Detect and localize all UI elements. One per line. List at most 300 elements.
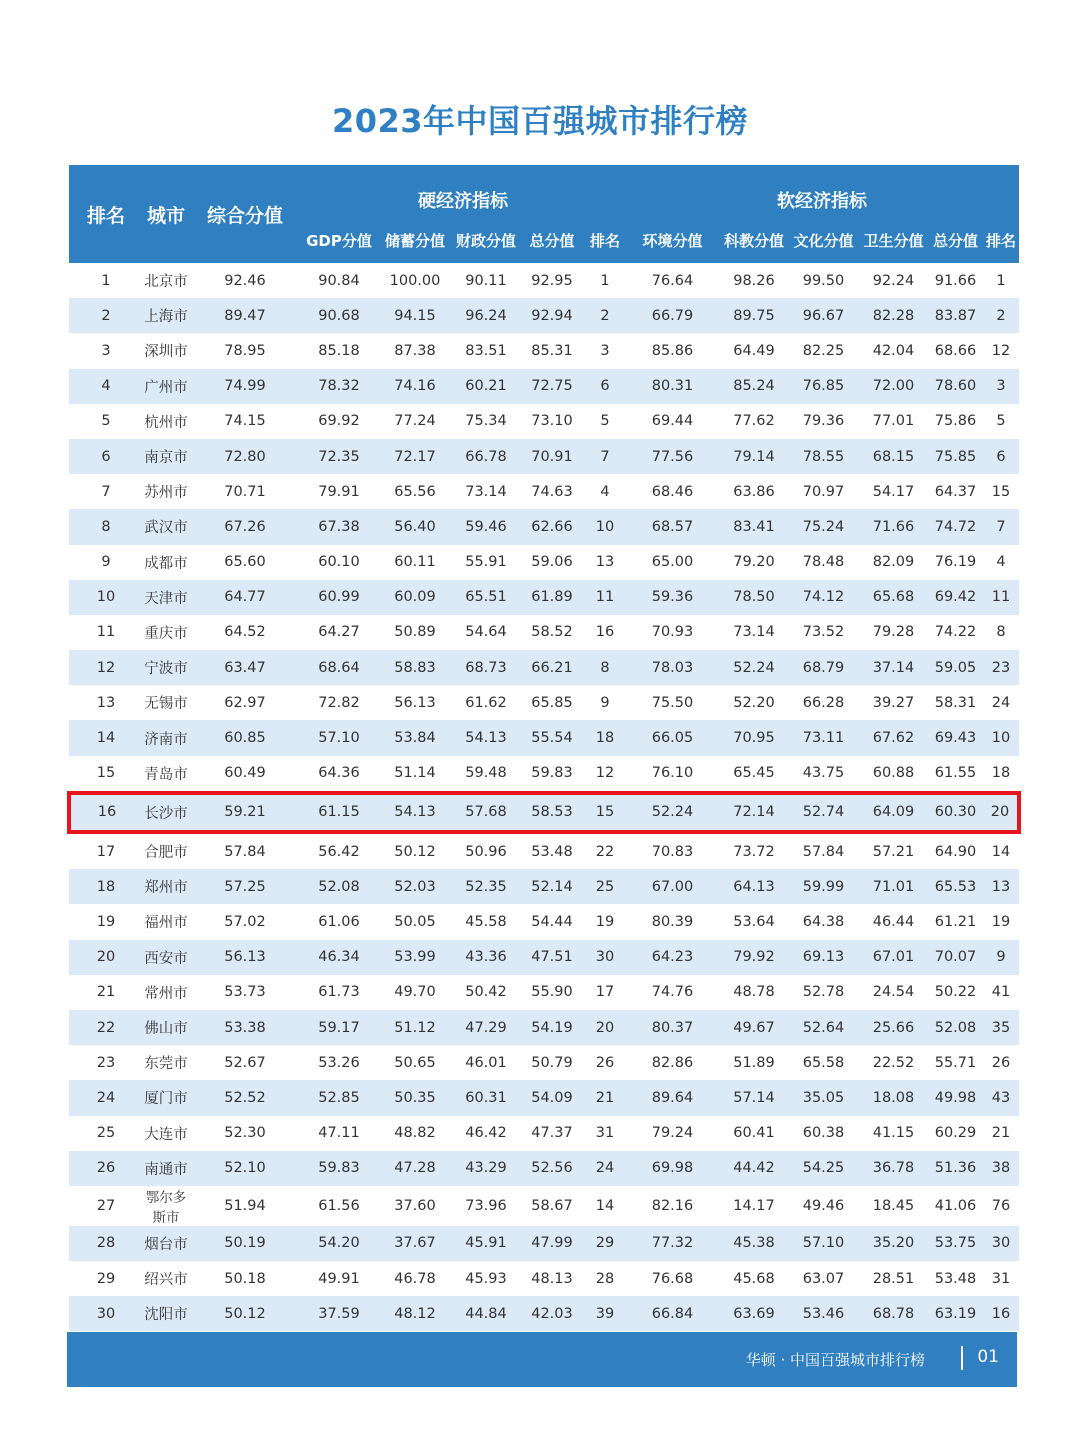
environment-cell: 59.36: [625, 580, 720, 615]
table-row: [69, 474, 1019, 509]
culture-cell: 78.48: [788, 545, 859, 580]
science-edu-cell: 57.14: [720, 1080, 788, 1115]
city-cell: 大连市: [143, 1116, 189, 1151]
science-edu-cell: 45.38: [720, 1226, 788, 1261]
savings-cell: 65.56: [377, 474, 453, 509]
header-savings: 储蓄分值: [377, 217, 453, 263]
health-cell: 37.14: [859, 650, 928, 685]
fiscal-cell: 55.91: [453, 545, 519, 580]
rank-cell: 19: [69, 904, 143, 939]
fiscal-cell: 52.35: [453, 869, 519, 904]
gdp-cell: 47.11: [301, 1116, 377, 1151]
gdp-cell: 67.38: [301, 509, 377, 544]
rank-cell: 4: [69, 369, 143, 404]
fiscal-cell: 46.42: [453, 1116, 519, 1151]
savings-cell: 52.03: [377, 869, 453, 904]
hard-total-cell: 52.14: [519, 869, 585, 904]
soft-total-cell: 64.90: [928, 832, 983, 869]
hard-rank-cell: 4: [585, 474, 625, 509]
culture-cell: 59.99: [788, 869, 859, 904]
health-cell: 28.51: [859, 1261, 928, 1296]
soft-rank-cell: 8: [983, 615, 1019, 650]
composite-cell: 65.60: [189, 545, 301, 580]
health-cell: 72.00: [859, 369, 928, 404]
rank-cell: 2: [69, 298, 143, 333]
city-cell: 武汉市: [143, 509, 189, 544]
savings-cell: 74.16: [377, 369, 453, 404]
composite-cell: 89.47: [189, 298, 301, 333]
table-row: [69, 793, 1019, 832]
soft-total-cell: 59.05: [928, 650, 983, 685]
gdp-cell: 79.91: [301, 474, 377, 509]
rank-cell: 15: [69, 756, 143, 793]
hard-rank-cell: 10: [585, 509, 625, 544]
savings-cell: 53.99: [377, 940, 453, 975]
soft-rank-cell: 18: [983, 756, 1019, 793]
header-health: 卫生分值: [859, 217, 928, 263]
savings-cell: 56.13: [377, 685, 453, 720]
culture-cell: 66.28: [788, 685, 859, 720]
composite-cell: 63.47: [189, 650, 301, 685]
rank-cell: 14: [69, 720, 143, 755]
rank-cell: 29: [69, 1261, 143, 1296]
health-cell: 67.01: [859, 940, 928, 975]
health-cell: 71.01: [859, 869, 928, 904]
science-edu-cell: 70.95: [720, 720, 788, 755]
culture-cell: 78.55: [788, 439, 859, 474]
health-cell: 82.28: [859, 298, 928, 333]
soft-total-cell: 76.19: [928, 545, 983, 580]
gdp-cell: 59.83: [301, 1151, 377, 1186]
hard-rank-cell: 25: [585, 869, 625, 904]
header-gdp: GDP分值: [301, 217, 377, 263]
hard-rank-cell: 3: [585, 333, 625, 368]
fiscal-cell: 68.73: [453, 650, 519, 685]
hard-rank-cell: 18: [585, 720, 625, 755]
soft-rank-cell: 9: [983, 940, 1019, 975]
savings-cell: 58.83: [377, 650, 453, 685]
header-fiscal: 财政分值: [453, 217, 519, 263]
soft-rank-cell: 11: [983, 580, 1019, 615]
fiscal-cell: 46.01: [453, 1045, 519, 1080]
gdp-cell: 54.20: [301, 1226, 377, 1261]
science-edu-cell: 85.24: [720, 369, 788, 404]
science-edu-cell: 48.78: [720, 975, 788, 1010]
hard-rank-cell: 39: [585, 1296, 625, 1331]
fiscal-cell: 45.93: [453, 1261, 519, 1296]
hard-total-cell: 47.99: [519, 1226, 585, 1261]
city-cell: 厦门市: [143, 1080, 189, 1115]
composite-cell: 53.73: [189, 975, 301, 1010]
culture-cell: 79.36: [788, 404, 859, 439]
hard-rank-cell: 16: [585, 615, 625, 650]
science-edu-cell: 52.24: [720, 650, 788, 685]
environment-cell: 69.98: [625, 1151, 720, 1186]
ranking-table: [67, 165, 1021, 1331]
gdp-cell: 64.27: [301, 615, 377, 650]
soft-total-cell: 74.22: [928, 615, 983, 650]
gdp-cell: 72.82: [301, 685, 377, 720]
city-cell: 天津市: [143, 580, 189, 615]
composite-cell: 67.26: [189, 509, 301, 544]
rank-cell: 16: [69, 793, 143, 832]
environment-cell: 64.23: [625, 940, 720, 975]
hard-total-cell: 92.94: [519, 298, 585, 333]
composite-cell: 51.94: [189, 1186, 301, 1226]
science-edu-cell: 44.42: [720, 1151, 788, 1186]
city-cell: 上海市: [143, 298, 189, 333]
culture-cell: 57.10: [788, 1226, 859, 1261]
header-science-edu: 科教分值: [720, 217, 788, 263]
culture-cell: 43.75: [788, 756, 859, 793]
environment-cell: 82.86: [625, 1045, 720, 1080]
hard-total-cell: 42.03: [519, 1296, 585, 1331]
culture-cell: 96.67: [788, 298, 859, 333]
environment-cell: 70.93: [625, 615, 720, 650]
hard-rank-cell: 28: [585, 1261, 625, 1296]
hard-total-cell: 58.53: [519, 793, 585, 832]
environment-cell: 66.79: [625, 298, 720, 333]
hard-total-cell: 52.56: [519, 1151, 585, 1186]
soft-total-cell: 69.43: [928, 720, 983, 755]
soft-total-cell: 61.21: [928, 904, 983, 939]
city-cell: 西安市: [143, 940, 189, 975]
health-cell: 79.28: [859, 615, 928, 650]
savings-cell: 77.24: [377, 404, 453, 439]
table-row: [69, 904, 1019, 939]
composite-cell: 50.19: [189, 1226, 301, 1261]
soft-rank-cell: 41: [983, 975, 1019, 1010]
culture-cell: 68.79: [788, 650, 859, 685]
science-edu-cell: 79.92: [720, 940, 788, 975]
soft-total-cell: 75.86: [928, 404, 983, 439]
fiscal-cell: 66.78: [453, 439, 519, 474]
hard-total-cell: 55.90: [519, 975, 585, 1010]
environment-cell: 70.83: [625, 832, 720, 869]
city-cell: 东莞市: [143, 1045, 189, 1080]
fiscal-cell: 47.29: [453, 1010, 519, 1045]
science-edu-cell: 63.69: [720, 1296, 788, 1331]
science-edu-cell: 64.13: [720, 869, 788, 904]
hard-rank-cell: 15: [585, 793, 625, 832]
science-edu-cell: 98.26: [720, 263, 788, 298]
savings-cell: 37.60: [377, 1186, 453, 1226]
soft-total-cell: 60.29: [928, 1116, 983, 1151]
hard-total-cell: 54.09: [519, 1080, 585, 1115]
gdp-cell: 61.15: [301, 793, 377, 832]
rank-cell: 25: [69, 1116, 143, 1151]
hard-total-cell: 85.31: [519, 333, 585, 368]
hard-total-cell: 72.75: [519, 369, 585, 404]
culture-cell: 75.24: [788, 509, 859, 544]
table-row: [69, 1186, 1019, 1226]
science-edu-cell: 79.20: [720, 545, 788, 580]
rank-cell: 27: [69, 1186, 143, 1226]
hard-rank-cell: 8: [585, 650, 625, 685]
header-soft-group: 软经济指标: [625, 165, 1019, 217]
composite-cell: 78.95: [189, 333, 301, 368]
gdp-cell: 61.73: [301, 975, 377, 1010]
composite-cell: 52.30: [189, 1116, 301, 1151]
health-cell: 64.09: [859, 793, 928, 832]
soft-total-cell: 53.75: [928, 1226, 983, 1261]
culture-cell: 52.78: [788, 975, 859, 1010]
hard-total-cell: 48.13: [519, 1261, 585, 1296]
city-cell: 沈阳市: [143, 1296, 189, 1331]
composite-cell: 50.12: [189, 1296, 301, 1331]
fiscal-cell: 65.51: [453, 580, 519, 615]
science-edu-cell: 83.41: [720, 509, 788, 544]
composite-cell: 57.84: [189, 832, 301, 869]
soft-total-cell: 52.08: [928, 1010, 983, 1045]
footer-bar: [67, 1332, 1017, 1387]
city-cell: 鄂尔多斯市: [143, 1186, 189, 1226]
culture-cell: 69.13: [788, 940, 859, 975]
health-cell: 41.15: [859, 1116, 928, 1151]
science-edu-cell: 51.89: [720, 1045, 788, 1080]
health-cell: 57.21: [859, 832, 928, 869]
gdp-cell: 90.84: [301, 263, 377, 298]
table-row: [69, 615, 1019, 650]
health-cell: 24.54: [859, 975, 928, 1010]
gdp-cell: 60.99: [301, 580, 377, 615]
composite-cell: 50.18: [189, 1261, 301, 1296]
composite-cell: 56.13: [189, 940, 301, 975]
savings-cell: 46.78: [377, 1261, 453, 1296]
city-cell: 苏州市: [143, 474, 189, 509]
city-cell: 佛山市: [143, 1010, 189, 1045]
savings-cell: 50.35: [377, 1080, 453, 1115]
table-row: [69, 298, 1019, 333]
fiscal-cell: 96.24: [453, 298, 519, 333]
soft-total-cell: 91.66: [928, 263, 983, 298]
rank-cell: 13: [69, 685, 143, 720]
hard-rank-cell: 22: [585, 832, 625, 869]
fiscal-cell: 73.14: [453, 474, 519, 509]
city-cell: 重庆市: [143, 615, 189, 650]
savings-cell: 50.05: [377, 904, 453, 939]
hard-total-cell: 59.83: [519, 756, 585, 793]
soft-rank-cell: 19: [983, 904, 1019, 939]
gdp-cell: 78.32: [301, 369, 377, 404]
soft-total-cell: 41.06: [928, 1186, 983, 1226]
table-row: [69, 509, 1019, 544]
culture-cell: 76.85: [788, 369, 859, 404]
fiscal-cell: 73.96: [453, 1186, 519, 1226]
gdp-cell: 61.56: [301, 1186, 377, 1226]
environment-cell: 66.84: [625, 1296, 720, 1331]
soft-total-cell: 61.55: [928, 756, 983, 793]
health-cell: 46.44: [859, 904, 928, 939]
soft-rank-cell: 31: [983, 1261, 1019, 1296]
savings-cell: 37.67: [377, 1226, 453, 1261]
soft-rank-cell: 26: [983, 1045, 1019, 1080]
city-cell: 南京市: [143, 439, 189, 474]
savings-cell: 60.09: [377, 580, 453, 615]
culture-cell: 49.46: [788, 1186, 859, 1226]
table-row: [69, 333, 1019, 368]
environment-cell: 80.39: [625, 904, 720, 939]
hard-rank-cell: 19: [585, 904, 625, 939]
environment-cell: 68.46: [625, 474, 720, 509]
soft-rank-cell: 15: [983, 474, 1019, 509]
rank-cell: 5: [69, 404, 143, 439]
soft-rank-cell: 5: [983, 404, 1019, 439]
gdp-cell: 69.92: [301, 404, 377, 439]
soft-rank-cell: 4: [983, 545, 1019, 580]
table-row: [69, 439, 1019, 474]
environment-cell: 77.56: [625, 439, 720, 474]
culture-cell: 52.64: [788, 1010, 859, 1045]
table-row: [69, 685, 1019, 720]
savings-cell: 53.84: [377, 720, 453, 755]
savings-cell: 48.82: [377, 1116, 453, 1151]
soft-rank-cell: 24: [983, 685, 1019, 720]
composite-cell: 60.85: [189, 720, 301, 755]
rank-cell: 12: [69, 650, 143, 685]
soft-total-cell: 60.30: [928, 793, 983, 832]
gdp-cell: 68.64: [301, 650, 377, 685]
environment-cell: 78.03: [625, 650, 720, 685]
rank-cell: 23: [69, 1045, 143, 1080]
composite-cell: 57.25: [189, 869, 301, 904]
soft-rank-cell: 2: [983, 298, 1019, 333]
science-edu-cell: 53.64: [720, 904, 788, 939]
composite-cell: 53.38: [189, 1010, 301, 1045]
soft-total-cell: 78.60: [928, 369, 983, 404]
city-cell: 烟台市: [143, 1226, 189, 1261]
composite-cell: 52.52: [189, 1080, 301, 1115]
health-cell: 65.68: [859, 580, 928, 615]
environment-cell: 79.24: [625, 1116, 720, 1151]
hard-rank-cell: 11: [585, 580, 625, 615]
soft-rank-cell: 1: [983, 263, 1019, 298]
science-edu-cell: 73.72: [720, 832, 788, 869]
savings-cell: 51.14: [377, 756, 453, 793]
soft-rank-cell: 38: [983, 1151, 1019, 1186]
rank-cell: 11: [69, 615, 143, 650]
gdp-cell: 64.36: [301, 756, 377, 793]
rank-cell: 3: [69, 333, 143, 368]
table-row: [69, 832, 1019, 869]
health-cell: 60.88: [859, 756, 928, 793]
savings-cell: 87.38: [377, 333, 453, 368]
hard-rank-cell: 20: [585, 1010, 625, 1045]
composite-cell: 60.49: [189, 756, 301, 793]
table-row: [69, 975, 1019, 1010]
health-cell: 68.15: [859, 439, 928, 474]
environment-cell: 67.00: [625, 869, 720, 904]
table-row: [69, 1010, 1019, 1045]
culture-cell: 54.25: [788, 1151, 859, 1186]
table-row: [69, 756, 1019, 793]
composite-cell: 52.67: [189, 1045, 301, 1080]
city-cell: 青岛市: [143, 756, 189, 793]
environment-cell: 52.24: [625, 793, 720, 832]
hard-rank-cell: 5: [585, 404, 625, 439]
gdp-cell: 53.26: [301, 1045, 377, 1080]
culture-cell: 60.38: [788, 1116, 859, 1151]
culture-cell: 64.38: [788, 904, 859, 939]
table-header: [69, 165, 1019, 263]
health-cell: 54.17: [859, 474, 928, 509]
fiscal-cell: 60.21: [453, 369, 519, 404]
hard-total-cell: 66.21: [519, 650, 585, 685]
health-cell: 36.78: [859, 1151, 928, 1186]
savings-cell: 100.00: [377, 263, 453, 298]
city-cell: 北京市: [143, 263, 189, 298]
city-cell: 济南市: [143, 720, 189, 755]
hard-total-cell: 54.19: [519, 1010, 585, 1045]
table-row: [69, 650, 1019, 685]
ranking-table-container: [67, 165, 1017, 1331]
savings-cell: 54.13: [377, 793, 453, 832]
soft-rank-cell: 20: [983, 793, 1019, 832]
table-row: [69, 720, 1019, 755]
hard-total-cell: 54.44: [519, 904, 585, 939]
health-cell: 68.78: [859, 1296, 928, 1331]
header-soft-total: 总分值: [928, 217, 983, 263]
environment-cell: 75.50: [625, 685, 720, 720]
soft-rank-cell: 13: [983, 869, 1019, 904]
fiscal-cell: 57.68: [453, 793, 519, 832]
rank-cell: 28: [69, 1226, 143, 1261]
footer-divider: [961, 1346, 963, 1370]
gdp-cell: 37.59: [301, 1296, 377, 1331]
hard-rank-cell: 24: [585, 1151, 625, 1186]
hard-rank-cell: 7: [585, 439, 625, 474]
soft-rank-cell: 35: [983, 1010, 1019, 1045]
soft-rank-cell: 30: [983, 1226, 1019, 1261]
soft-total-cell: 55.71: [928, 1045, 983, 1080]
savings-cell: 60.11: [377, 545, 453, 580]
fiscal-cell: 43.29: [453, 1151, 519, 1186]
soft-rank-cell: 6: [983, 439, 1019, 474]
health-cell: 39.27: [859, 685, 928, 720]
culture-cell: 52.74: [788, 793, 859, 832]
environment-cell: 65.00: [625, 545, 720, 580]
soft-total-cell: 74.72: [928, 509, 983, 544]
soft-total-cell: 69.42: [928, 580, 983, 615]
soft-total-cell: 53.48: [928, 1261, 983, 1296]
composite-cell: 72.80: [189, 439, 301, 474]
savings-cell: 50.12: [377, 832, 453, 869]
health-cell: 22.52: [859, 1045, 928, 1080]
rank-cell: 6: [69, 439, 143, 474]
health-cell: 92.24: [859, 263, 928, 298]
science-edu-cell: 89.75: [720, 298, 788, 333]
city-cell: 常州市: [143, 975, 189, 1010]
environment-cell: 68.57: [625, 509, 720, 544]
fiscal-cell: 59.48: [453, 756, 519, 793]
savings-cell: 72.17: [377, 439, 453, 474]
city-cell: 广州市: [143, 369, 189, 404]
city-cell: 宁波市: [143, 650, 189, 685]
fiscal-cell: 61.62: [453, 685, 519, 720]
composite-cell: 74.15: [189, 404, 301, 439]
science-edu-cell: 78.50: [720, 580, 788, 615]
rank-cell: 24: [69, 1080, 143, 1115]
savings-cell: 51.12: [377, 1010, 453, 1045]
environment-cell: 80.37: [625, 1010, 720, 1045]
soft-rank-cell: 23: [983, 650, 1019, 685]
header-soft-rank: 排名: [983, 217, 1019, 263]
rank-cell: 17: [69, 832, 143, 869]
rank-cell: 7: [69, 474, 143, 509]
composite-cell: 74.99: [189, 369, 301, 404]
hard-total-cell: 61.89: [519, 580, 585, 615]
soft-total-cell: 75.85: [928, 439, 983, 474]
